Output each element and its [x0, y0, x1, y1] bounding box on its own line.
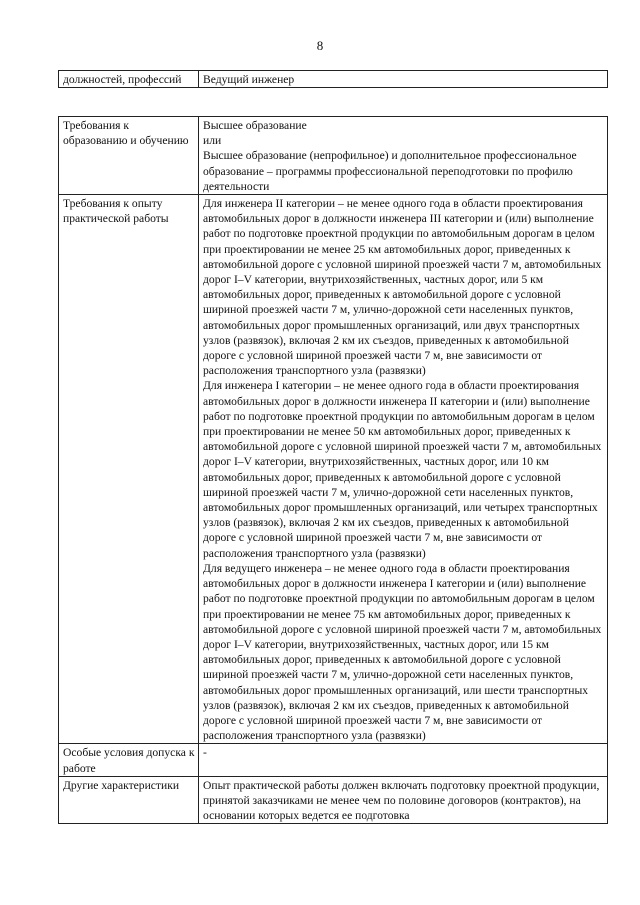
special-conditions-value — [199, 744, 608, 776]
table-row — [59, 117, 608, 195]
position-title-table — [58, 70, 608, 88]
row-label-special-conditions: Особые условия допуска к работе — [59, 744, 199, 776]
paragraph: Высшее образование — [203, 119, 307, 132]
requirements-table — [58, 116, 608, 824]
paragraph: - — [203, 746, 207, 760]
position-title-value: Ведущий инженер — [199, 71, 608, 88]
row-label-experience: Требования к опыту практической работы — [59, 195, 199, 744]
table-row — [59, 776, 608, 824]
paragraph: Высшее образование (непрофильное) и дополнительное профессиональное образование – программы профессиональной переподготовки по профилю деятельности — [203, 149, 577, 193]
paragraph: Опыт практической работы должен включать подготовку проектной продукции, принятой заказчиками не менее чем по половине договоров (контрактов), на основании которых ведется ее подготовка — [203, 778, 600, 823]
paragraph-lead-engineer: Для ведущего инженера – не менее одного года в области проектирования автомобильных дорог в должности инженера I категории и (или) выполнение работ по подготовке проектной продукции по автомобильным дорогам в целом при проектировании не менее 75 км автомобильных дорог, приведенных к автомобильной дороге с условной шириной проезжей части 7 м, автомобильных дорог I–V категории, внутрихозяйственных, частных дорог, или 15 км автомобильных дорог, приведенных к автомобильной дороге с условной шириной проезжей части 7 м, улично-дорожной сети населенных пунктов, автомобильных дорог промышленных организаций, или шести транспортных узлов (развязок), включая 2 км их съездов, приведенных к автомобильной дороге с условной шириной проезжей части 7 м, вне зависимости от расположения транспортного узла (развязки) — [203, 561, 602, 743]
row-label-positions: должностей, профессий — [59, 71, 199, 88]
row-label-other-characteristics: Другие характеристики — [59, 776, 199, 824]
page-number: 8 — [316, 38, 324, 53]
education-requirements — [199, 117, 608, 195]
table-row — [59, 744, 608, 776]
paragraph-engineer-cat-1: Для инженера I категории – не менее одного года в области проектирования автомобильных дорог в должности инженера II категории и (или) выполнение работ по подготовке проектной продукции по автомобильным дорогам в целом при проектировании не менее 50 км автомобильных дорог, приведенных к автомобильной дороге с условной шириной проезжей части 7 м, автомобильных дорог I–V категории, внутрихозяйственных, частных дорог, или 10 км автомобильных дорог, приведенных к автомобильной дороге с условной шириной проезжей части 7 м, улично-дорожной сети населенных пунктов, автомобильных дорог промышленных организаций, или четырех транспортных узлов (развязок), включая 2 км их съездов, приведенных к автомобильной дороге с условной шириной проезжей части 7 м, вне зависимости от расположения транспортного узла (развязки) — [203, 379, 602, 560]
table-row — [59, 195, 608, 744]
experience-requirements — [199, 195, 608, 744]
paragraph: или — [203, 134, 222, 148]
row-label-education: Требования к образованию и обучению — [59, 117, 199, 195]
other-characteristics-value — [199, 776, 608, 824]
table-row — [59, 71, 608, 88]
paragraph-engineer-cat-2: Для инженера II категории – не менее одного года в области проектирования автомобильных дорог в должности инженера III категории и (или) выполнение работ по подготовке проектной продукции по автомобильным дорогам в целом при проектировании не менее 25 км автомобильных дорог, приведенных к автомобильной дороге с условной шириной проезжей части 7 м, автомобильных дорог I–V категории, внутрихозяйственных, частных дорог, или 5 км автомобильных дорог, приведенных к автомобильной дороге с условной шириной проезжей части 7 м, улично-дорожной сети населенных пунктов, автомобильных дорог промышленных организаций, или двух транспортных узлов (развязок), включая 2 км их съездов, приведенных к автомобильной дороге с условной шириной проезжей части 7 м, вне зависимости от расположения транспортного узла (развязки) — [203, 197, 602, 378]
